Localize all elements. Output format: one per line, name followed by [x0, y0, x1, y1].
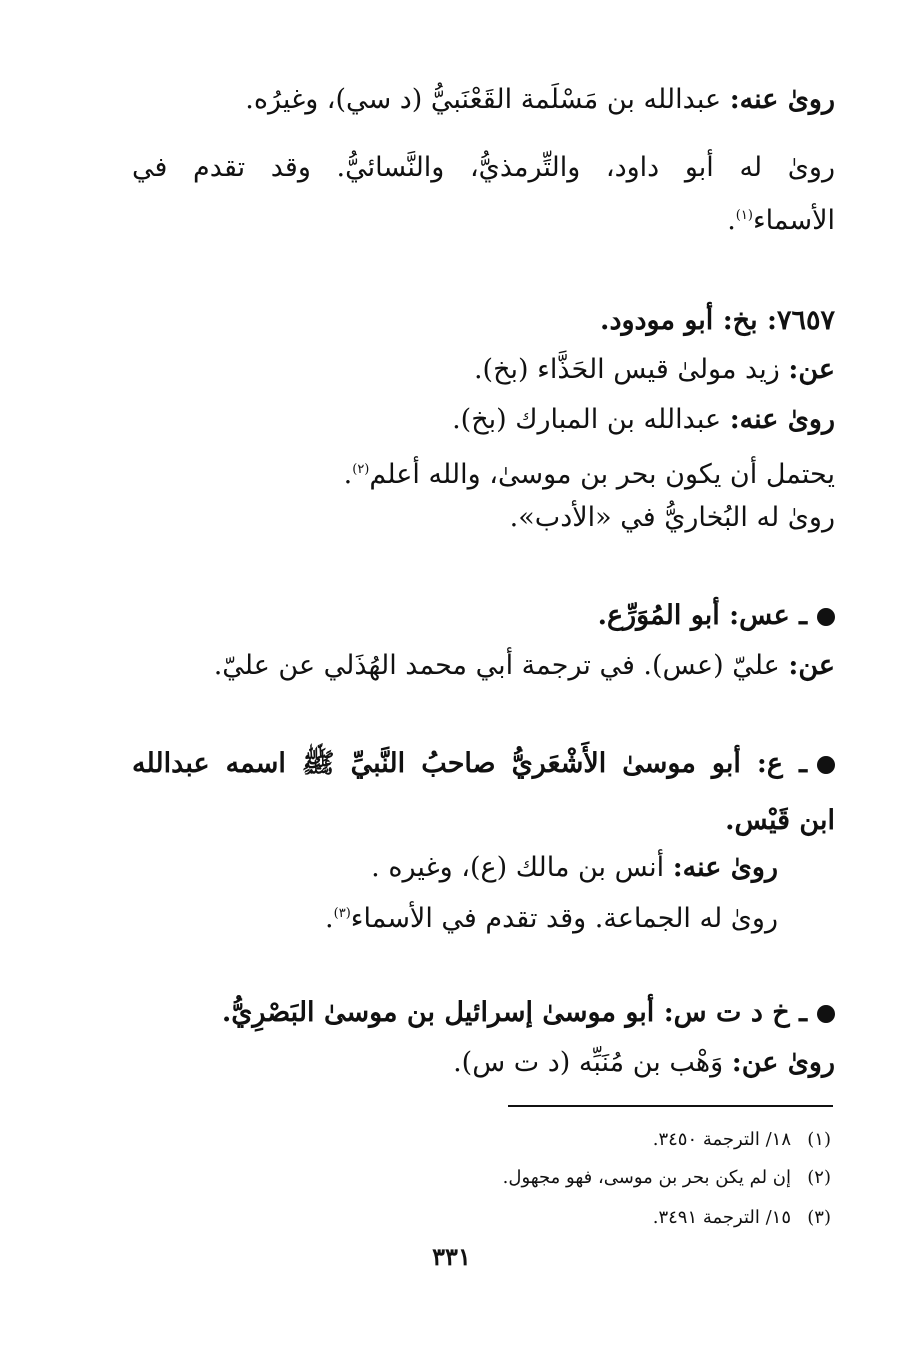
text-asmaa: الأسماء	[752, 205, 835, 236]
entry-as-head	[135, 598, 835, 634]
entry-ayn-head	[132, 746, 835, 782]
entry-7657-rawa	[135, 402, 835, 438]
text-rawa-lahu: رویٰ له أبو داود، والتِّرمذيُّ، والنَّسائيُّ. وقد تقدم في	[132, 152, 835, 183]
period: .	[727, 205, 736, 236]
footnote-divider	[508, 1105, 833, 1107]
entry-7657-title: ٧٦٥٧: بخ: أبو مودود.	[600, 305, 835, 336]
footnote-number: (١)	[807, 1129, 831, 1150]
footnote-text: إن لم يكن بحر بن موسى، فهو مجهول.	[502, 1167, 791, 1188]
entry-ayn-title-wrap	[132, 748, 835, 779]
bullet-icon	[817, 608, 835, 626]
entry-ayn-head-2	[135, 803, 835, 839]
text-an: عليّ (عس). في ترجمة أبي محمد الهُذَلي عن عليّ.	[213, 650, 780, 681]
footnote-ref-1[interactable]: (١)	[735, 208, 753, 223]
text-ihtimal: يحتمل أن يكون بحر بن موسىٰ، والله أعلم	[369, 459, 835, 490]
entry-kh-title: ـ خ د ت س: أبو موسىٰ إسرائيل بن موسىٰ البَصْرِيُّ.	[221, 997, 807, 1028]
entry-7657-ihtimal	[135, 452, 835, 493]
entry-ayn-rawa-lahu	[128, 896, 778, 937]
label-rawa-an: رویٰ عن:	[731, 1047, 835, 1078]
text-rawa-anhu: أنس بن مالك (ع)، وغيره .	[371, 852, 665, 883]
footnote-ref-2[interactable]: (٢)	[352, 462, 370, 477]
entry-kh-head	[135, 995, 835, 1031]
footnote-text: ١٨/ الترجمة ٣٤٥٠.	[652, 1129, 791, 1150]
bullet-icon	[817, 756, 835, 774]
entry-ayn-title-cont: ابن قَيْس.	[725, 805, 835, 836]
label-rawa-anhu: رویٰ عنه:	[729, 404, 835, 435]
period: .	[343, 459, 353, 490]
label-an: عن:	[788, 354, 835, 385]
page-number: ٣٣١	[432, 1242, 471, 1271]
text-rawa-an: وَهْب بن مُنَبِّه (د ت س).	[453, 1047, 724, 1078]
line-rawa-anhu-1	[135, 82, 835, 118]
period: .	[325, 903, 334, 934]
bullet-icon	[817, 1005, 835, 1023]
entry-ayn-title: ـ ع: أبو موسىٰ الأَشْعَريُّ صاحبُ النَّبيِّ ﷺ اسمه عبدالله	[132, 748, 807, 779]
footnote-2	[181, 1166, 831, 1190]
entry-7657-head	[135, 303, 835, 339]
footnote-1	[181, 1128, 831, 1152]
entry-ayn-rawa	[128, 850, 778, 886]
entry-kh-rawa	[135, 1045, 835, 1081]
label-rawa-anhu: رویٰ عنه:	[672, 852, 778, 883]
line-rawa-lahu-1	[132, 150, 835, 186]
label-an: عن:	[788, 650, 835, 681]
footnote-text: ١٥/ الترجمة ٣٤٩١.	[652, 1207, 791, 1228]
footnote-number: (٣)	[807, 1207, 831, 1228]
text-rawa-lahu: رویٰ له البُخاريُّ في «الأدب».	[509, 502, 835, 533]
text-an: زيد مولىٰ قيس الحَذَّاء (بخ).	[473, 354, 780, 385]
footnote-ref-3[interactable]: (٣)	[333, 906, 351, 921]
entry-as-title: ـ عس: أبو المُوَرِّع.	[597, 600, 807, 631]
footnote-3	[181, 1206, 831, 1230]
entry-as-an	[135, 648, 835, 684]
text-rawa-anhu: عبدالله بن مَسْلَمة القَعْنَبيُّ (د سي)، وغيرُه.	[245, 84, 722, 115]
entry-7657-an	[135, 352, 835, 388]
text-rawa-lahu: رویٰ له الجماعة. وقد تقدم في الأسماء	[350, 903, 778, 934]
text-rawa-anhu: عبدالله بن المبارك (بخ).	[452, 404, 722, 435]
footnote-number: (٢)	[807, 1167, 831, 1188]
line-asmaa-1	[135, 198, 835, 239]
label-rawa-anhu: رویٰ عنه:	[729, 84, 835, 115]
entry-7657-rawa-lahu	[135, 500, 835, 536]
